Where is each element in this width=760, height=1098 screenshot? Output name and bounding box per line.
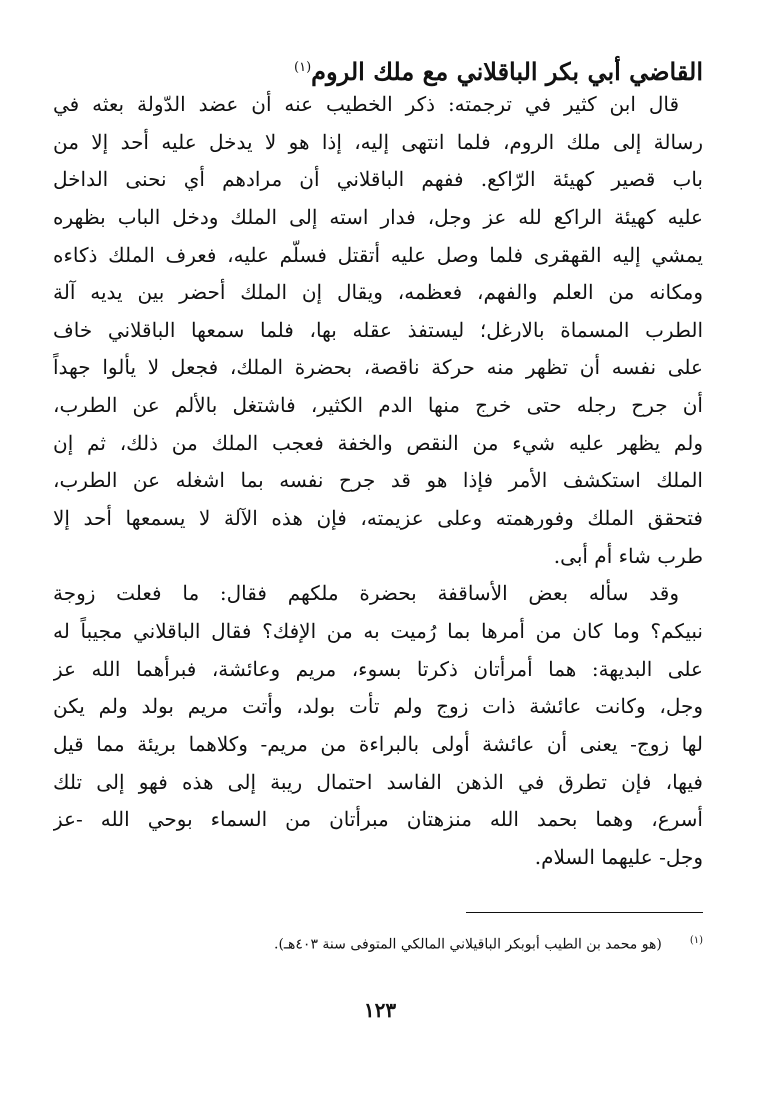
section-heading <box>53 50 703 90</box>
footnote <box>53 928 703 958</box>
heading-title: القاضي أبي بكر الباقلاني مع ملك الروم <box>311 57 703 86</box>
footnote-text: (هو محمد بن الطيب أبوبكر الباقيلاني المالكي المتوفى سنة ٤٠٣هـ). <box>274 936 662 953</box>
footnote-reference: (١) <box>294 60 312 75</box>
paragraph-1 <box>53 86 703 575</box>
body-text <box>53 86 703 876</box>
text-line: قال ابن كثير في ترجمته: ذكر الخطيب عنه أن عضد الدّولة بعثه في <box>53 92 679 116</box>
text-line: نبيكم؟ وما كان من أمرها بما رُميت به من الإفك؟ فقال الباقلاني مجيباً له <box>53 618 703 643</box>
text-line: على البديهة: هما أمرأتان ذكرتا بسوء، مريم وعائشة، فبرأهما الله عز <box>53 656 703 681</box>
paragraph-2 <box>53 575 703 876</box>
footnote-separator <box>466 912 703 913</box>
text-line: على نفسه أن تظهر منه حركة ناقصة، بحضرة الملك، فجعل لا يألوا جهداً <box>53 355 703 380</box>
page-number: ١٢٣ <box>363 998 397 1022</box>
text-line: وجل، وكانت عائشة ذات زوج ولم تأت بولد، وأتت مريم بولد ولم يكن <box>53 694 703 719</box>
text-line: طرب شاء أم أبى. <box>553 543 703 568</box>
text-line: باب قصير كهيئة الرّاكع. ففهم الباقلاني أن مرادهم أي نحنى الداخل <box>53 167 703 192</box>
text-line: لها زوج- يعنى أن عائشة أولى بالبراءة من مريم- وكلاهما بريئة مما قيل <box>53 731 703 756</box>
text-line: عليه كهيئة الراكع لله عز وجل، فدار استه إلى الملك ودخل الباب بظهره <box>53 204 703 229</box>
text-line: ومكانه من العلم والفهم، فعظمه، ويقال إن الملك أحضر بين يديه آلة <box>53 280 703 305</box>
text-line: الملك استكشف الأمر فإذا هو قد جرح نفسه بما اشغله عن الطرب، <box>53 468 703 493</box>
text-line: ولم يظهر عليه شيء من النقص والخفة فعجب الملك من ذلك، ثم إن <box>53 430 703 455</box>
text-line: الطرب المسماة بالارغل؛ ليستفذ عقله بها، فلما سمعها الباقلاني خاف <box>53 317 703 342</box>
text-line: وقد سأله بعض الأساقفة بحضرة ملكهم فقال: ما فعلت زوجة <box>53 581 679 606</box>
text-line: وجل- عليهما السلام. <box>534 844 703 869</box>
text-line: أسرع، وهما بحمد الله منزهتان مبرأتان من السماء بوحي الله -عز <box>53 807 703 832</box>
text-line: يمشي إليه القهقرى فلما وصل عليه أتقتل فسلّم عليه، فعرف الملك ذكاءه <box>53 242 703 267</box>
text-line: فتحقق الملك وفورهمته وعلى عزيمته، فإن هذه الآلة لا يسمعها أحد إلا <box>53 506 703 531</box>
footnote-mark: (١) <box>689 935 703 946</box>
text-line: أن جرح رجله حتى خرج منها الدم الكثير، فاشتغل بالألم عن الطرب، <box>53 393 703 418</box>
text-line: رسالة إلى ملك الروم، فلما انتهى إليه، إذا هو لا يدخل عليه أحد إلا من <box>53 129 703 154</box>
text-line: فيها، فإن تطرق في الذهن الفاسد احتمال ريبة إلى هذه فهو إلى تلك <box>53 769 703 794</box>
